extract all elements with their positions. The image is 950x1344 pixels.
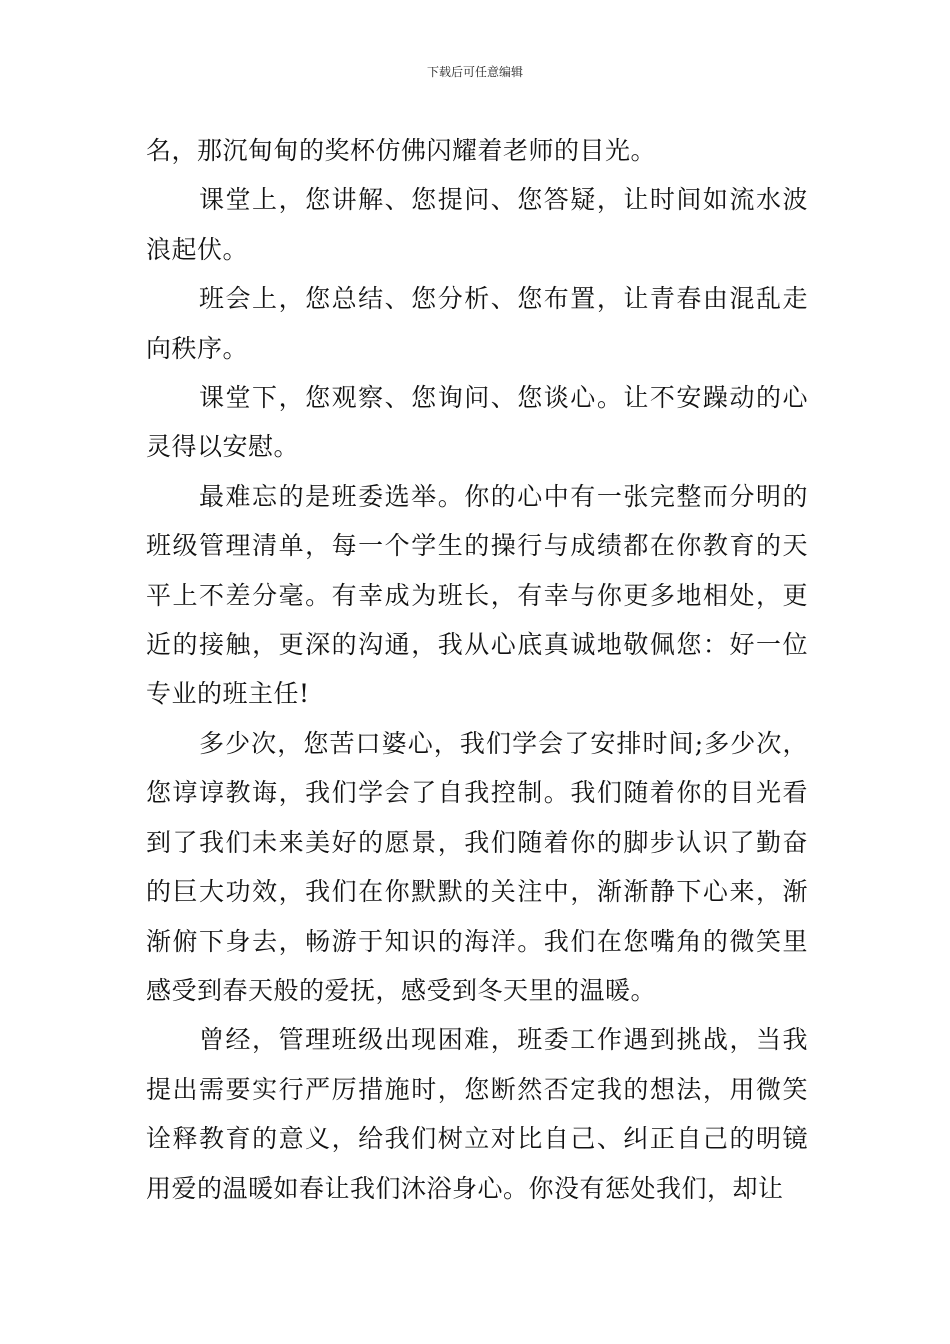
paragraph-2: 课堂上，您讲解、您提问、您答疑，让时间如流水波浪起伏。 xyxy=(146,185,808,264)
paragraph-6: 多少次，您苦口婆心，我们学会了安排时间;多少次，您谆谆教诲，我们学会了自我控制。我们随着你的目光看到了我们未来美好的愿景，我们随着你的脚步认识了勤奋的巨大功效，我们在你默默的关注中，渐渐静下心来，渐渐俯下身去，畅游于知识的海洋。我们在您嘴角的微笑里感受到春天般的爱抚，感受到冬天里的温暖。 xyxy=(146,728,808,1005)
page-header-note: 下载后可任意编辑 xyxy=(426,65,523,79)
paragraph-1: 名，那沉甸甸的奖杯仿佛闪耀着老师的目光。 xyxy=(146,136,657,165)
paragraph-7: 曾经，管理班级出现困难，班委工作遇到挑战，当我提出需要实行严厉措施时，您断然否定我的想法，用微笑诠释教育的意义，给我们树立对比自己、纠正自己的明镜用爱的温暖如春让我们沐浴身心。你没有惩处我们，却让 xyxy=(146,1025,808,1203)
paragraph-3: 班会上，您总结、您分析、您布置，让青春由混乱走向秩序。 xyxy=(146,284,808,363)
paragraph-5: 最难忘的是班委选举。你的心中有一张完整而分明的班级管理清单，每一个学生的操行与成绩都在你教育的天平上不差分毫。有幸成为班长，有幸与你更多地相处，更近的接触，更深的沟通，我从心底真诚地敬佩您：好一位专业的班主任! xyxy=(146,481,808,709)
paragraph-4: 课堂下，您观察、您询问、您谈心。让不安躁动的心灵得以安慰。 xyxy=(146,383,808,462)
document-body xyxy=(146,126,808,1213)
